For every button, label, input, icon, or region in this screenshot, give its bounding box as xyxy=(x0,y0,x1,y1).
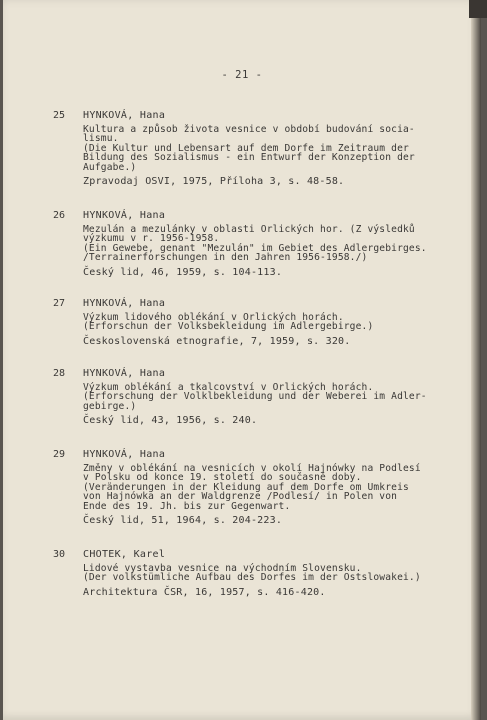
entry-source: Český lid, 43, 1956, s. 240. xyxy=(83,415,258,427)
entry-author: CHOTEK, Karel xyxy=(83,549,166,560)
scan-corner xyxy=(469,0,487,18)
entry-number: 26 xyxy=(53,210,66,221)
entry-title-line: Výzkum oblékání a tkalcovství v Orlických horách. xyxy=(83,382,374,393)
entry-body xyxy=(83,564,453,598)
entry-author: HYNKOVÁ, Hana xyxy=(83,368,166,379)
entry-title-line: Výzkum lidového oblékání v Orlických horách. xyxy=(83,312,344,323)
entry-body xyxy=(83,383,453,426)
entry-author: HYNKOVÁ, Hana xyxy=(83,210,166,221)
entry-body xyxy=(83,464,453,526)
entry-author: HYNKOVÁ, Hana xyxy=(83,298,166,309)
entry-title-line: (Erforschung der Volklbekleidung und der Weberei im Adler- xyxy=(83,391,427,403)
entry-title-line: výzkumu v r. 1956-1958. xyxy=(83,233,220,245)
entry-source: Český lid, 51, 1964, s. 204-223. xyxy=(83,515,283,527)
entry-number: 29 xyxy=(53,449,66,460)
entry-number: 28 xyxy=(53,368,66,379)
entry-source: Český lid, 46, 1959, s. 104-113. xyxy=(83,266,283,278)
entry-body xyxy=(83,125,453,187)
entry-author: HYNKOVÁ, Hana xyxy=(83,449,166,460)
entry-title-line: (Veränderungen in der Kleidung auf dem Dorfe om Umkreis xyxy=(83,481,409,493)
entry-title-line: (Ein Gewebe, genant "Mezulán" im Gebiet des Adlergebirges. xyxy=(83,242,427,254)
entry-author: HYNKOVÁ, Hana xyxy=(83,110,166,121)
entry-title-line: (Der volkstümliche Aufbau des Dorfes im der Ostslowakei.) xyxy=(83,572,421,584)
entry-title-line: Kultura a způsob života vesnice v období budování socia- xyxy=(83,124,415,135)
entry-title-line: /Terrainerforschungen in den Jahren 1956-1958./) xyxy=(83,252,368,264)
entry-title-line: Změny v oblékání na vesnicích v okolí Hajnówky na Podlesí xyxy=(83,463,421,474)
entry-source: Československá etnografie, 7, 1959, s. 320. xyxy=(83,335,351,347)
entry-title-line: (Erforschun der Volksbekleidung im Adlergebirge.) xyxy=(83,321,374,333)
entry-number: 30 xyxy=(53,549,66,560)
entry-title-line: Lidové vystavba vesnice na východním Slovensku. xyxy=(83,563,362,574)
entry-number: 27 xyxy=(53,298,66,309)
entry-title-line: Aufgabe.) xyxy=(83,161,137,173)
entry-title-line: von Hajnówka an der Waldgrenze /Podlesí/ in Polen von xyxy=(83,491,398,503)
entry-source: Zpravodaj OSVI, 1975, Příloha 3, s. 48-58. xyxy=(83,176,345,188)
entry-body xyxy=(83,225,453,278)
entry-title-line: Bildung des Sozialismus - ein Entwurf der Konzeption der xyxy=(83,152,415,164)
entry-title-line: v Polsku od konce 19. století do současné doby. xyxy=(83,472,362,484)
page-edge-shadow xyxy=(471,0,481,720)
entry-title-line: Mezulán a mezulánky v oblasti Orlických hor. (Z výsledků xyxy=(83,224,415,235)
entry-source: Architektura ČSR, 16, 1957, s. 416-420. xyxy=(83,586,326,598)
document-page xyxy=(3,0,481,720)
entry-title-line: (Die Kultur und Lebensart auf dem Dorfe im Zeitraum der xyxy=(83,142,409,154)
entry-number: 25 xyxy=(53,110,66,121)
entry-title-line: gebirge.) xyxy=(83,400,137,412)
entry-title-line: Ende des 19. Jh. bis zur Gegenwart. xyxy=(83,500,291,512)
page-number: - 21 - xyxy=(221,69,263,81)
entry-title-line: lismu. xyxy=(83,133,119,145)
entry-body xyxy=(83,313,453,347)
